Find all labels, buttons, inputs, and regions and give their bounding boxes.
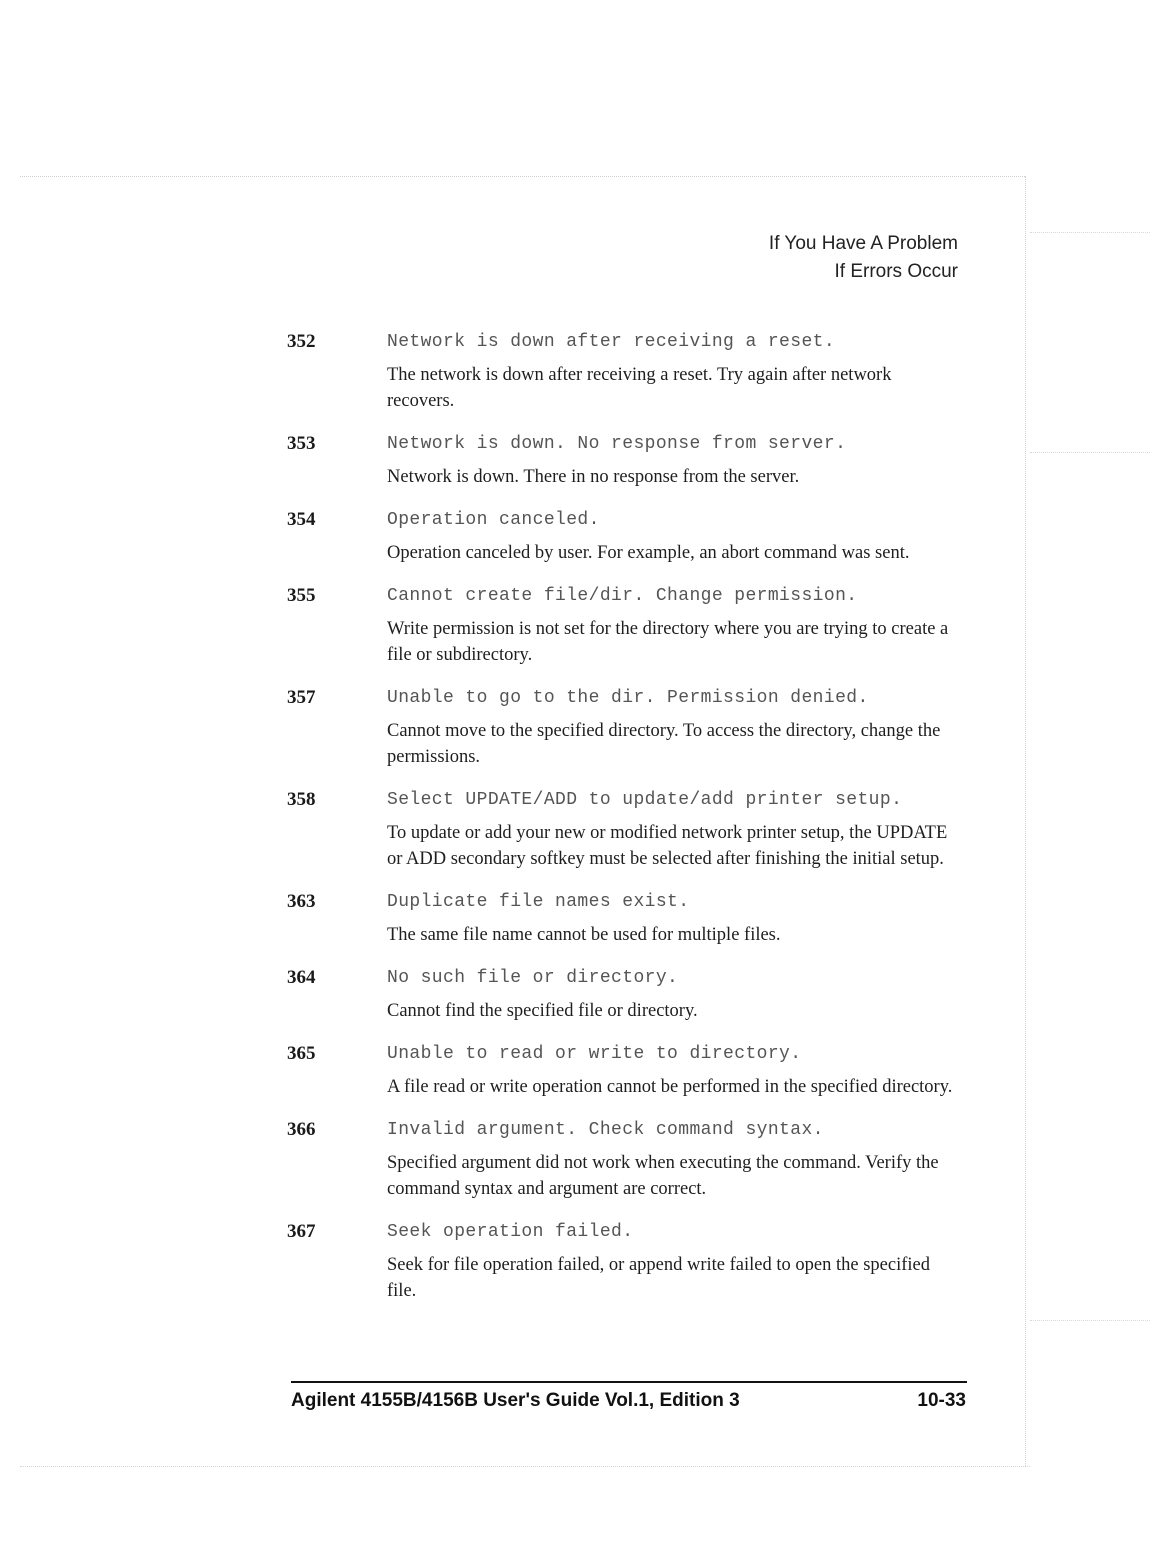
error-message: Cannot create file/dir. Change permission. [387, 586, 858, 606]
scan-edge-top [20, 176, 1025, 177]
error-message: Network is down after receiving a reset. [387, 332, 836, 352]
error-code: 364 [287, 967, 316, 988]
page-number: 10-33 [917, 1390, 966, 1411]
chapter-title: If You Have A Problem [768, 233, 958, 254]
error-message: No such file or directory. [387, 968, 679, 988]
scan-edge-right [1025, 176, 1026, 1466]
error-code: 353 [287, 433, 316, 454]
error-code: 363 [287, 891, 316, 912]
error-entry-366 [287, 1112, 987, 1202]
error-entry-353 [287, 426, 987, 490]
error-code: 354 [287, 509, 316, 530]
error-code: 357 [287, 687, 316, 708]
error-message: Operation canceled. [387, 510, 600, 530]
error-code: 355 [287, 585, 316, 606]
error-description: The network is down after receiving a reset. Try again after network recovers. [387, 365, 892, 411]
error-description: The same file name cannot be used for multiple files. [387, 925, 781, 945]
error-body [387, 502, 987, 566]
scan-edge-bottom [20, 1466, 1030, 1467]
error-message: Invalid argument. Check command syntax. [387, 1120, 824, 1140]
error-entry-355 [287, 578, 987, 668]
error-body [387, 1112, 987, 1202]
error-code: 352 [287, 331, 316, 352]
scan-tick [1030, 232, 1150, 233]
error-description: Network is down. There in no response from the server. [387, 467, 800, 487]
error-body [387, 1036, 987, 1100]
error-message: Seek operation failed. [387, 1222, 634, 1242]
error-message: Network is down. No response from server. [387, 434, 847, 454]
error-entry-363 [287, 884, 987, 948]
error-message: Select UPDATE/ADD to update/add printer setup. [387, 790, 903, 810]
error-entry-364 [287, 960, 987, 1024]
section-title: If Errors Occur [834, 261, 958, 282]
footer-title: Agilent 4155B/4156B User's Guide Vol.1, Edition 3 [291, 1390, 740, 1411]
error-description: To update or add your new or modified network printer setup, the UPDATE or ADD secondary softkey must be selected after finishing the initial setup. [387, 823, 948, 869]
error-body [387, 960, 987, 1024]
error-code: 366 [287, 1119, 316, 1140]
error-description: A file read or write operation cannot be performed in the specified directory. [387, 1077, 953, 1097]
error-description: Specified argument did not work when executing the command. Verify the command syntax and argument are correct. [387, 1153, 939, 1199]
error-body [387, 578, 987, 668]
error-entry-352 [287, 324, 987, 414]
error-entry-357 [287, 680, 987, 770]
error-code: 358 [287, 789, 316, 810]
error-message: Unable to go to the dir. Permission denied. [387, 688, 869, 708]
error-description: Write permission is not set for the directory where you are trying to create a file or subdirectory. [387, 619, 949, 665]
error-body [387, 324, 987, 414]
error-message: Unable to read or write to directory. [387, 1044, 802, 1064]
error-message: Duplicate file names exist. [387, 892, 690, 912]
error-description: Cannot find the specified file or directory. [387, 1001, 698, 1021]
error-body [387, 1214, 987, 1304]
error-description: Cannot move to the specified directory. To access the directory, change the permissions. [387, 721, 941, 767]
error-entry-354 [287, 502, 987, 566]
footer-rule [291, 1381, 967, 1383]
error-body [387, 426, 987, 490]
error-entry-367 [287, 1214, 987, 1304]
error-entry-358 [287, 782, 987, 872]
running-head [769, 230, 958, 286]
error-description: Operation canceled by user. For example, an abort command was sent. [387, 543, 910, 563]
error-body [387, 782, 987, 872]
error-list [287, 324, 987, 1316]
error-entry-365 [287, 1036, 987, 1100]
error-code: 367 [287, 1221, 316, 1242]
scan-tick [1030, 1320, 1150, 1321]
scan-tick [1030, 452, 1150, 453]
error-code: 365 [287, 1043, 316, 1064]
error-body [387, 680, 987, 770]
error-body [387, 884, 987, 948]
error-description: Seek for file operation failed, or append write failed to open the specified file. [387, 1255, 930, 1301]
